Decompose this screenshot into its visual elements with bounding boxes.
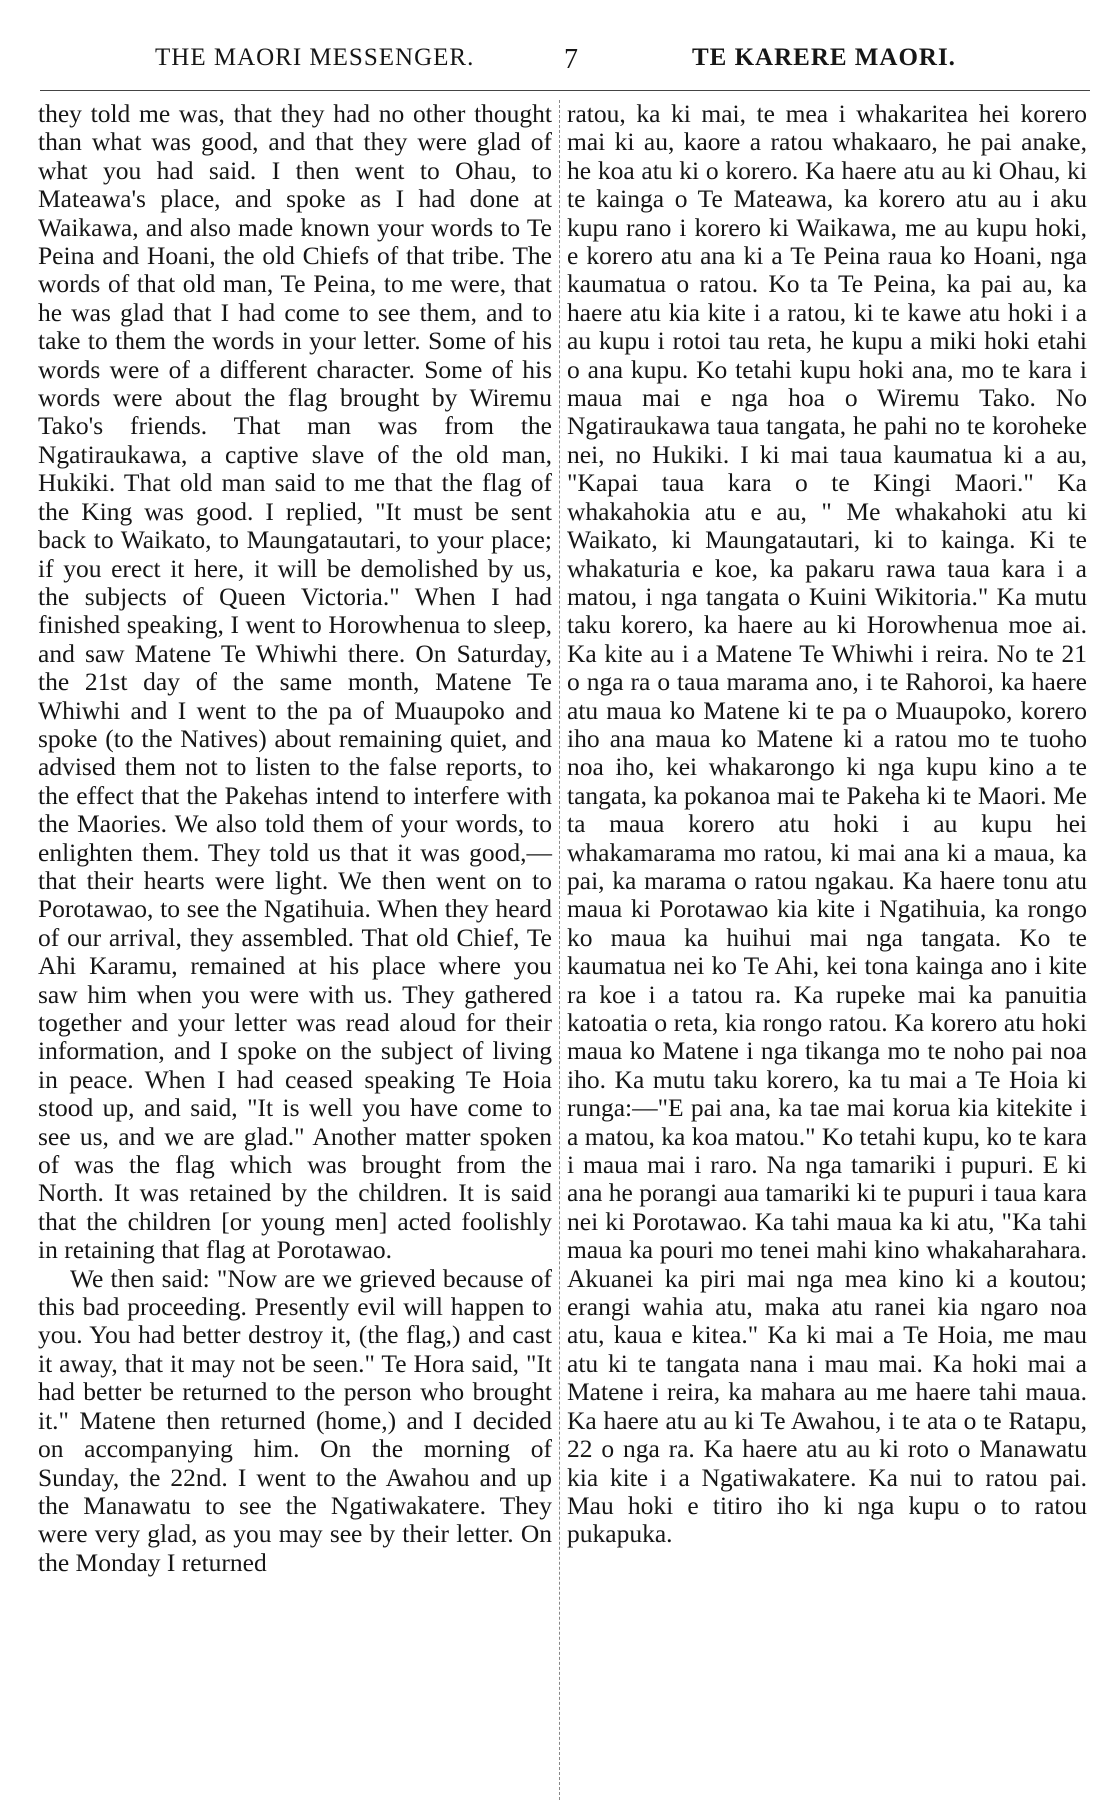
english-paragraph-1: they told me was, that they had no other thought than what was good, and that they were glad of what you had said. I then went to Ohau, to Mateawa's place, and spoke as I had done at Waikawa, and also made known your words to Te Peina and Hoani, the old Chiefs of that tribe. The words of that old man, Te Peina, to me were, that he was glad that I had come to see them, and to take to them the words in your letter. Some of his words were of a different character. Some of his words were about the flag brought by Wiremu Tako's friends. That man was from the Ngatiraukawa, a captive slave of the old man, Hukiki. That old man said to me that the flag of the King was good. I replied, "It must be sent back to Waikato, to Maungatautari, to your place; if you erect it here, it will be demolished by us, the subjects of Queen Victoria." When I had finished speaking, I went to Horowhenua to sleep, and saw Matene Te Whiwhi there. On Saturday, the 21st day of the same month, Matene Te Whiwhi and I went to the pa of Muaupoko and spoke (to the Natives) about remaining quiet, and advised them not to listen to the false reports, to the effect that the Pakehas intend to interfere with the Maories. We also told them of your words, to enlighten them. They told us that it was good,—that their hearts were light. We then went on to Porotawao, to see the Ngatihuia. When they heard of our arrival, they assembled. That old Chief, Te Ahi Karamu, remained at his place where you saw him when you were with us. They gathered together and your letter was read aloud for their information, and I spoke on the subject of living in peace. When I had ceased speaking Te Hoia stood up, and said, "It is well you have come to see us, and we are glad." Another matter spoken of was the flag which was brought from the North. It was retained by the children. It is said that the children [or young men] acted foolishly in retaining that flag at Porotawao.: [38, 99, 552, 1265]
maori-column: [567, 100, 1087, 1549]
english-column: [38, 100, 552, 1577]
english-running-title: THE MAORI MESSENGER.: [155, 44, 475, 71]
english-paragraph-2: We then said: "Now are we grieved because of this bad proceeding. Presently evil will happen to you. You had better destroy it, (the flag,) and cast it away, that it may not be seen." Te Hora said, "It had better be returned to the person who brought it." Matene then returned (home,) and I decided on accompanying him. On the morning of Sunday, the 22nd. I went to the Awahou and up the Manawatu to see the Ngatiwakatere. They were very glad, as you may see by their letter. On the Monday I returned: [38, 1263, 552, 1577]
column-divider: [559, 100, 560, 1800]
maori-running-title: TE KARERE MAORI.: [692, 44, 956, 71]
maori-paragraph-1: ratou, ka ki mai, te mea i whakaritea hei korero mai ki au, kaore a ratou whakaaro, he pai anake, he koa atu ki o korero. Ka haere atu au ki Ohau, ki te kainga o Te Mateawa, ka korero atu au i aku kupu rano i korero ki Waikawa, me au kupu hoki, e korero atu ana ki a Te Peina raua ko Hoani, nga kaumatua o ratou. Ko ta Te Peina, ka pai au, ka haere atu kia kite i a ratou, ki te kawe atu hoki i a au kupu i rotoi tau reta, he kupu a miki hoki etahi o ana kupu. Ko tetahi kupu hoki ana, mo te kara i maua mai e nga hoa o Wiremu Tako. No Ngatiraukawa taua tangata, he pahi no te koroheke nei, no Hukiki. I ki mai taua kaumatua ki a au, "Kapai taua kara o te Kingi Maori." Ka whakahokia atu e au, " Me whakahoki atu ki Waikato, ki Maungatautari, ki to kainga. Ki te whakaturia e koe, ka pakaru rawa taua kara i a matou, i nga tangata o Kuini Wikitoria." Ka mutu taku korero, ka haere au ki Horowhenua moe ai. Ka kite au i a Matene Te Whiwhi i reira. No te 21 o nga ra o taua marama ano, i te Rahoroi, ka haere atu maua ko Matene ki te pa o Muaupoko, korero iho ana maua ko Matene ki a ratou mo te tuoho noa iho, kei whakarongo ki nga kupu kino a te tangata, ka pokanoa mai te Pakeha ki te Maori. Me ta maua korero atu hoki i au kupu hei whakamarama mo ratou, ki mai ana ki a maua, ka pai, ka marama o ratou ngakau. Ka haere tonu atu maua ki Porotawao kia kite i Ngatihuia, ka rongo ko maua ka huihui mai nga tangata. Ko te kaumatua nei ko Te Ahi, kei tona kainga ano i kite ra koe i a tatou ra. Ka rupeke mai ka panuitia katoatia o reta, kia rongo ratou. Ka korero atu hoki maua ko Matene i nga tikanga mo te noho pai noa iho. Ka mutu taku korero, ka tu mai a Te Hoia ki runga:—"E pai ana, ka tae mai korua kia kitekite i a matou, ka koa matou." Ko tetahi kupu, ko te kara i maua mai i raro. Na nga tamariki i pupuri. E ki ana he porangi aua tamariki ki te pupuri i taua kara nei ki Porotawao. Ka tahi maua ka ki atu, "Ka tahi maua ka pouri mo tenei mahi kino whakaharahara. Akuanei ka piri mai nga mea kino ki a koutou; erangi wahia atu, maka atu ranei kia ngaro noa atu, kaua e kitea." Ka ki mai a Te Hoia, me mau atu ki te tangata nana i mau mai. Ka hoki mai a Matene i reira, ka mahara au me haere tahi maua. Ka haere atu au ki Te Awahou, i te ata o te Ratapu, 22 o nga ra. Ka haere atu au ki roto o Manawatu kia kite i a Ngatiwakatere. Ka nui to ratou pai. Mau hoki e titiro iho ki nga kupu o to ratou pukapuka.: [567, 99, 1087, 1549]
page-number: 7: [564, 44, 578, 75]
header-rule: [40, 90, 1090, 91]
page-header: [0, 44, 1114, 84]
